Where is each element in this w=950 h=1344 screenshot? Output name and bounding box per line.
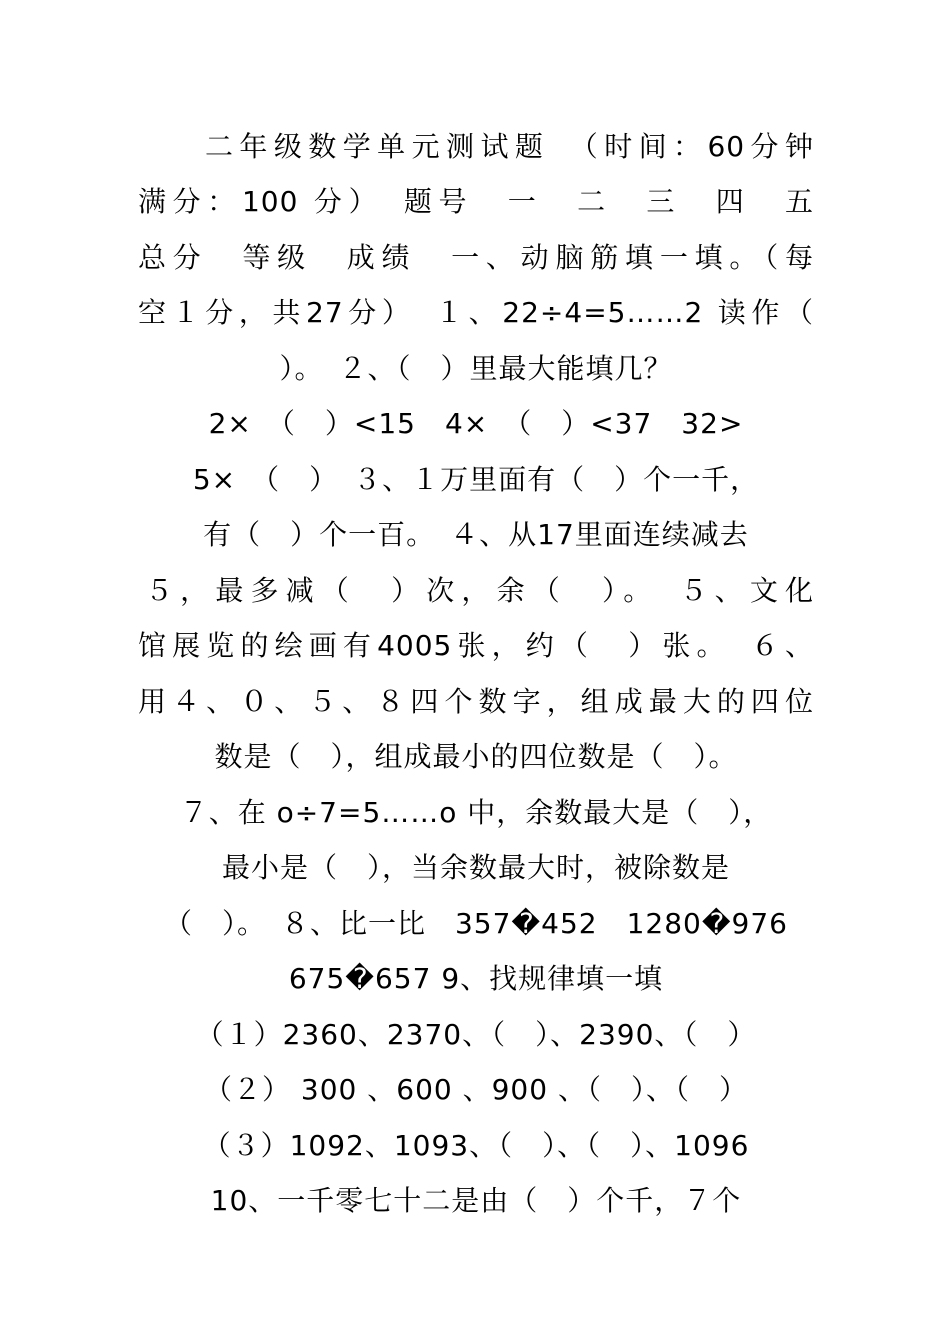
text-line-15: （ ）。 ８、比一比 357�452 1280�976 [163,907,788,940]
text-line-16: 675�657 9、找规律填一填 [288,962,664,995]
text-line-10: 馆展览的绘画有4005张，约（ ）张。 ６、 [138,629,814,662]
text-line-18: （２） 300 、600 、900 、（ ）、（ ） [204,1073,748,1106]
text-line-1: 二年级数学单元测试题 （时间：60分钟 [205,130,814,163]
text-line-2: 满分：100 分） 题号 一 二 三 四 五 [138,185,814,218]
text-line-20: 10、一千零七十二是由（ ）个千，７个 [210,1184,742,1217]
text-line-9: ５，最多减（ ）次，余（ ）。 ５、文化 [145,574,814,607]
text-line-4: 空１分，共27分） １、22÷4=5……2 读作（ [138,296,814,329]
text-line-19: （３）1092、1093、（ ）、（ ）、1096 [202,1129,750,1162]
text-line-8: 有（ ）个一百。 ４、从17里面连续减去 [203,518,749,551]
text-line-11: 用４、０、５、８四个数字，组成最大的四位 [138,685,814,718]
text-line-17: （１）2360、2370、（ ）、2390、（ ） [195,1018,757,1051]
text-line-3: 总分 等级 成绩 一、动脑筋填一填。（每 [138,241,814,274]
text-line-7: 5× （ ） ３、１万里面有（ ）个一千， [192,463,760,496]
text-line-14: 最小是（ ），当余数最大时，被除数是 [221,851,730,884]
text-line-5: ）。 ２、（ ）里最大能填几？ [279,352,673,385]
text-line-12: 数是（ ），组成最小的四位数是（ ）。 [214,740,738,773]
text-line-6: 2× （ ）<15 4× （ ）<37 32> [208,407,744,440]
text-line-13: ７、在 o÷7=5……o 中，余数最大是（ ）， [179,796,773,829]
